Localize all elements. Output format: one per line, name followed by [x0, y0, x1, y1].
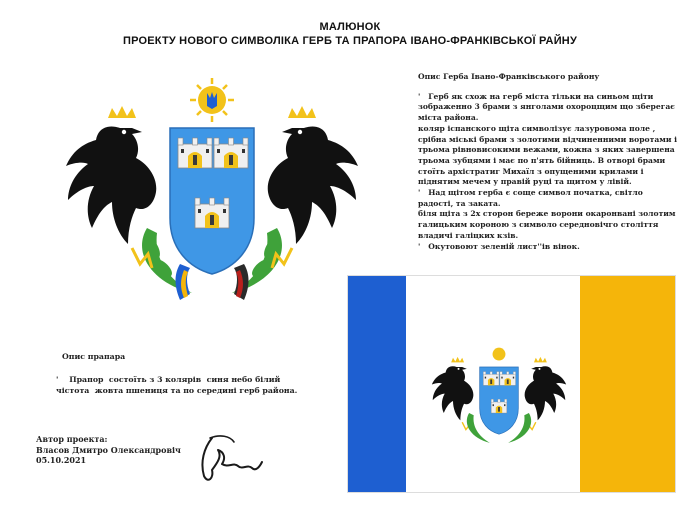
coat-line: галицьким короною з символо середновічго століття — [418, 220, 659, 230]
author-label: Автор проекта: — [36, 434, 108, 444]
flag-description-heading: Опис прапара — [62, 352, 126, 361]
coat-line: ' Герб як схож на герб міста тільки на синьом щіти — [418, 91, 654, 101]
author-name: Власов Дмитро Олександровіч — [36, 444, 181, 455]
coat-line: трьома зубцями і має по п'ять бійниць. В отворі брами — [418, 155, 666, 165]
district-flag — [348, 276, 675, 492]
coat-line: ' Над щітом герба є соще символ початка, світло — [418, 188, 643, 198]
flag-stripe-yellow — [580, 276, 675, 492]
coat-line: стоїть архістратиг Михаїл з опущеними крилами і — [418, 166, 644, 176]
author-date: 05.10.2021 — [36, 455, 87, 465]
flag-line: ' Прапор состоїть з 3 колярів синя небо білий — [56, 375, 281, 384]
coat-line: піднятим мечем у правій руці та щитом у лівій. — [418, 177, 632, 187]
coat-line: зображенно 3 брами з янголами охороцщим що зберегає — [418, 102, 675, 112]
signature — [190, 428, 270, 488]
coat-line: ' Окутовоют зеленій лист''ів вінок. — [418, 241, 580, 251]
coat-line: міста района. — [418, 113, 479, 123]
flag-description — [56, 351, 356, 396]
coat-line: владичі галіцких кзів. — [418, 230, 519, 240]
coat-line: радості, та заката. — [418, 198, 501, 208]
title-line-1: МАЛЮНОК — [319, 21, 381, 33]
flag-stripe-blue — [348, 276, 406, 492]
title-line-2: ПРОЕКТУ НОВОГО СИМВОЛІКА ГЕРБ ТА ПРАПОРА ІВАНО-ФРАНКІВСЬКОЇ РАЙНУ — [122, 35, 577, 47]
coat-line: біля щіта з 2х сторон береже ворони окаронвані золотим — [418, 209, 676, 219]
page-title — [0, 20, 700, 48]
coat-of-arms-emblem — [62, 78, 362, 308]
sun-icon — [190, 78, 234, 122]
coat-line: трьома рівновисокими вежами, кожна з яких завершена — [418, 145, 675, 155]
coat-description — [418, 72, 686, 252]
flag-line: чістота жовта пшениця та по середині герб района. — [56, 386, 298, 395]
coat-line: срібна міські брами з золотими відчиненними воротами і — [418, 134, 677, 144]
coat-description-heading: Опис Герба Івано-Франківського району — [418, 72, 600, 81]
author-block — [36, 434, 216, 466]
coat-line: коляр іспанского щіта символізує лазуровома поле , — [418, 123, 656, 133]
